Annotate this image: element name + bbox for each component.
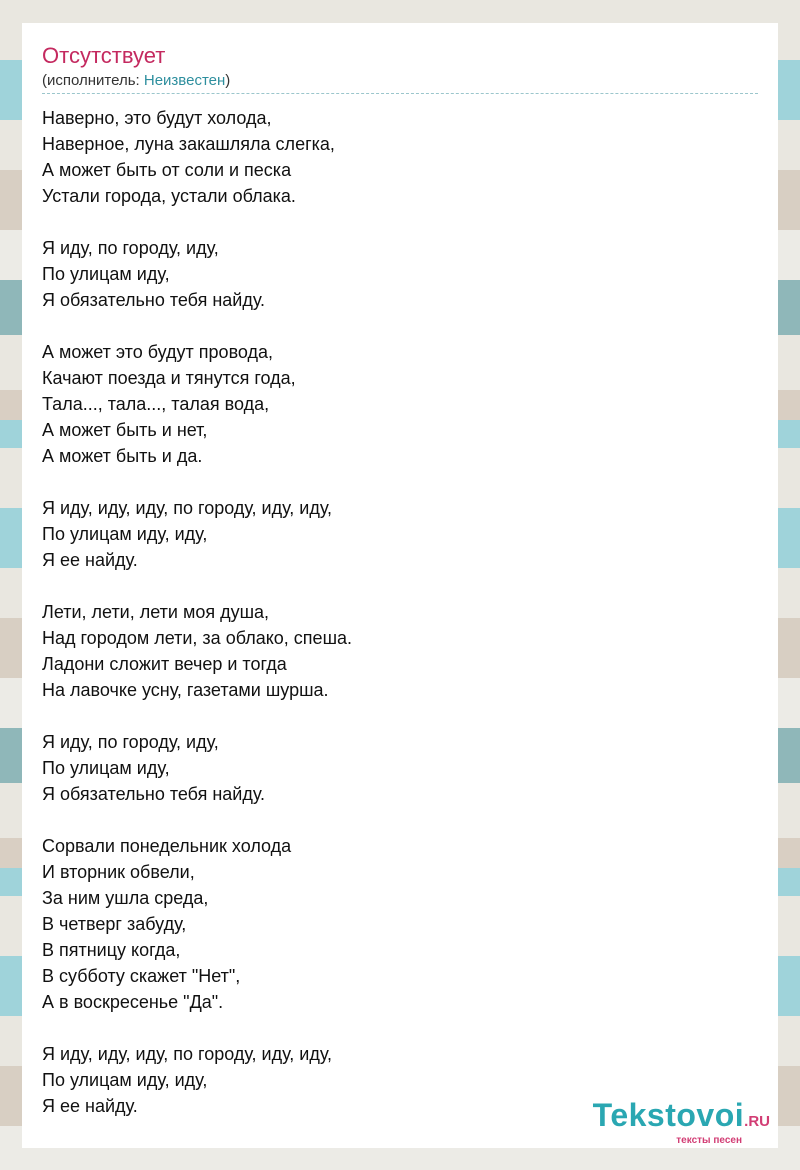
lyric-line: Наверное, луна закашляла слегка, [42,134,335,154]
lyric-line: Наверно, это будут холода, [42,108,272,128]
lyric-line: В пятницу когда, [42,940,181,960]
stanza [42,729,758,807]
lyric-line: Над городом лети, за облако, спеша. [42,628,353,648]
stanza [42,105,758,209]
lyric-line: Я ее найду. [42,1096,138,1116]
song-meta [42,72,230,90]
meta-suffix: ) [225,72,231,89]
logo-tagline: тексты песен [676,1135,742,1146]
stanza [42,339,758,469]
lyrics-card [22,23,778,1148]
lyric-line: А в воскресенье "Да". [42,992,224,1012]
stanza [42,235,758,313]
lyric-line: Качают поезда и тянутся года, [42,368,296,388]
logo-name: Tekstovoi [592,1097,745,1133]
lyric-line: По улицам иду, [42,264,170,284]
artist-link[interactable]: Неизвестен [143,72,226,89]
lyric-line: Тала..., тала..., талая вода, [42,394,270,414]
lyric-line: Я обязательно тебя найду. [42,290,266,310]
lyric-line: А может это будут провода, [42,342,274,362]
lyric-line: За ним ушла среда, [42,888,209,908]
lyric-line: По улицам иду, иду, [42,524,208,544]
lyric-line: Я иду, иду, иду, по городу, иду, иду, [42,498,333,518]
lyric-line: Устали города, устали облака. [42,186,296,206]
song-title: Отсутствует [42,43,166,68]
lyric-line: Лети, лети, лети моя душа, [42,602,270,622]
stanza [42,495,758,573]
lyric-line: И вторник обвели, [42,862,195,882]
lyric-line: По улицам иду, иду, [42,1070,208,1090]
stanza [42,833,758,1015]
lyric-line: А может быть от соли и песка [42,160,292,180]
lyric-line: Я ее найду. [42,550,138,570]
lyric-line: Сорвали понедельник холода [42,836,292,856]
lyric-line: В четверг забуду, [42,914,187,934]
lyric-line: В субботу скажет "Нет", [42,966,241,986]
logo-tld: .RU [744,1113,770,1130]
site-logo[interactable] [593,1098,770,1146]
lyrics-body [42,105,758,1145]
dashed-divider [42,93,758,94]
lyric-line: На лавочке усну, газетами шурша. [42,680,329,700]
lyric-line: Я обязательно тебя найду. [42,784,266,804]
lyric-line: По улицам иду, [42,758,170,778]
meta-prefix: (исполнитель: [42,72,144,89]
lyric-line: Ладони сложит вечер и тогда [42,654,287,674]
stanza [42,599,758,703]
lyric-line: Я иду, иду, иду, по городу, иду, иду, [42,1044,333,1064]
lyric-line: Я иду, по городу, иду, [42,732,219,752]
lyric-line: Я иду, по городу, иду, [42,238,219,258]
lyric-line: А может быть и нет, [42,420,208,440]
lyric-line: А может быть и да. [42,446,203,466]
